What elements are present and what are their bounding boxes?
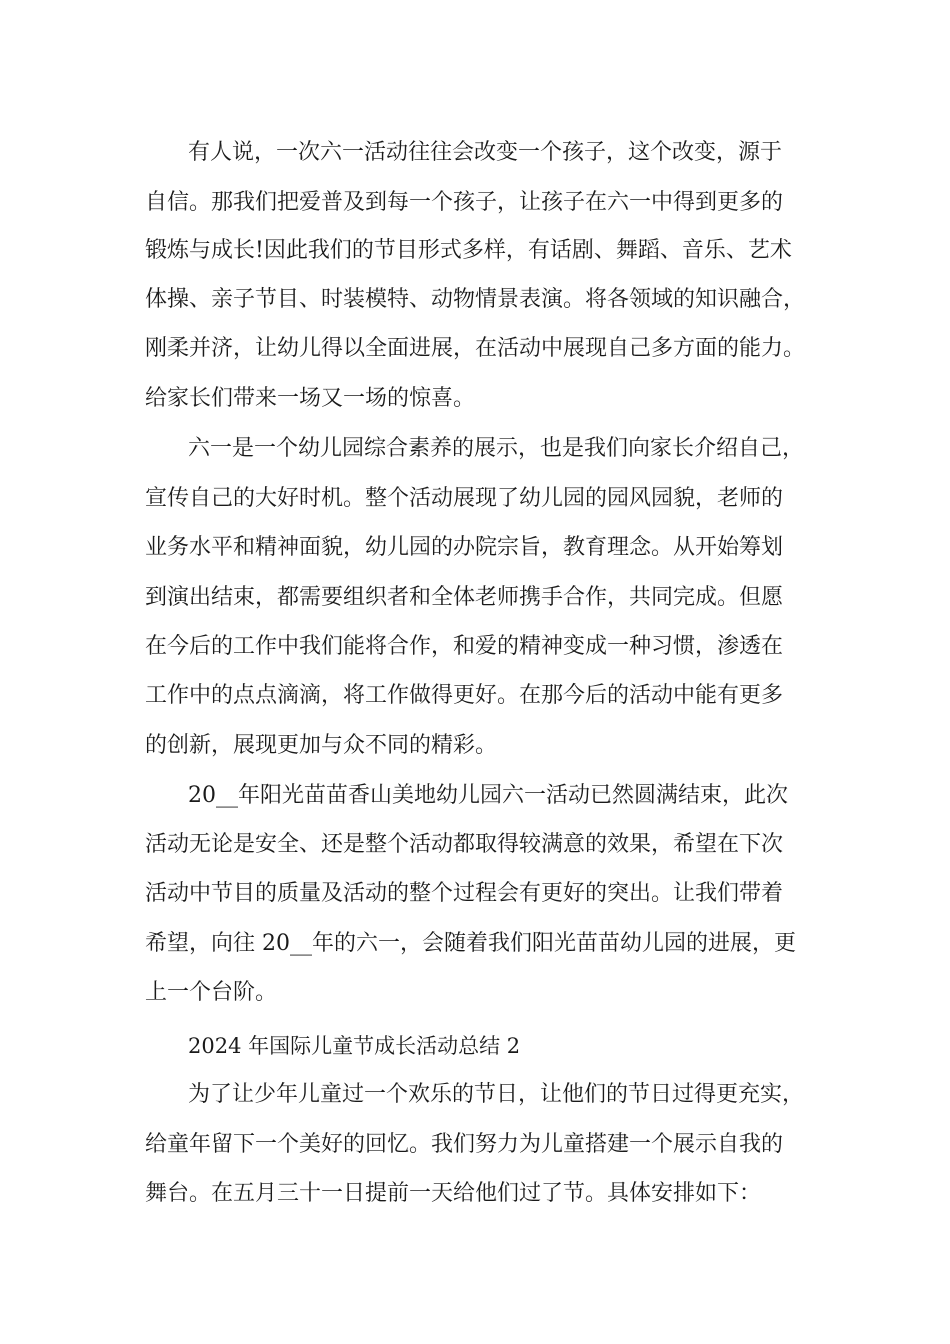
paragraph-2-line-7: 的创新，展现更加与众不同的精彩。 [145,733,498,758]
paragraph-3-line-2: 活动无论是安全、还是整个活动都取得较满意的效果，希望在下次 [145,832,784,857]
paragraph-1-line-2: 自信。那我们把爱普及到每一个孩子，让孩子在六一中得到更多的 [145,190,784,215]
section-heading: 2024 年国际儿童节成长活动总结 2 [188,1034,521,1058]
paragraph-2-line-1: 六一是一个幼儿园综合素养的展示，也是我们向家长介绍自己， [188,436,805,461]
paragraph-3-line-5: 上一个台阶。 [145,980,278,1005]
paragraph-1-line-6: 给家长们带来一场又一场的惊喜。 [145,386,476,411]
paragraph-3-line-4: 希望，向往 20__年的六一，会随着我们阳光苗苗幼儿园的进展，更 [145,931,796,956]
paragraph-2-line-3: 业务水平和精神面貌，幼儿园的办院宗旨，教育理念。从开始筹划 [145,535,784,560]
paragraph-1-line-1: 有人说，一次六一活动往往会改变一个孩子，这个改变，源于 [188,140,783,165]
paragraph-1-line-4: 体操、亲子节目、时装模特、动物情景表演。将各领域的知识融合， [145,287,806,312]
paragraph-3-line-1: 20__年阳光苗苗香山美地幼儿园六一活动已然圆满结束，此次 [188,783,788,808]
paragraph-1-line-3: 锻炼与成长!因此我们的节目形式多样，有话剧、舞蹈、音乐、艺术 [145,238,792,263]
paragraph-4-line-3: 舞台。在五月三十一日提前一天给他们过了节。具体安排如下： [145,1181,762,1206]
paragraph-4-line-2: 给童年留下一个美好的回忆。我们努力为儿童搭建一个展示自我的 [145,1132,784,1157]
paragraph-2-line-2: 宣传自己的大好时机。整个活动展现了幼儿园的园风园貌，老师的 [145,486,784,511]
paragraph-2-line-4: 到演出结束，都需要组织者和全体老师携手合作，共同完成。但愿 [145,585,784,610]
paragraph-2-line-6: 工作中的点点滴滴，将工作做得更好。在那今后的活动中能有更多 [145,683,784,708]
paragraph-2-line-5: 在今后的工作中我们能将合作，和爱的精神变成一种习惯，渗透在 [145,634,784,659]
paragraph-4-line-1: 为了让少年儿童过一个欢乐的节日，让他们的节日过得更充实， [188,1082,805,1107]
paragraph-1-line-5: 刚柔并济，让幼儿得以全面进展，在活动中展现自己多方面的能力。 [145,336,806,361]
paragraph-3-line-3: 活动中节目的质量及活动的整个过程会有更好的突出。让我们带着 [145,881,784,906]
